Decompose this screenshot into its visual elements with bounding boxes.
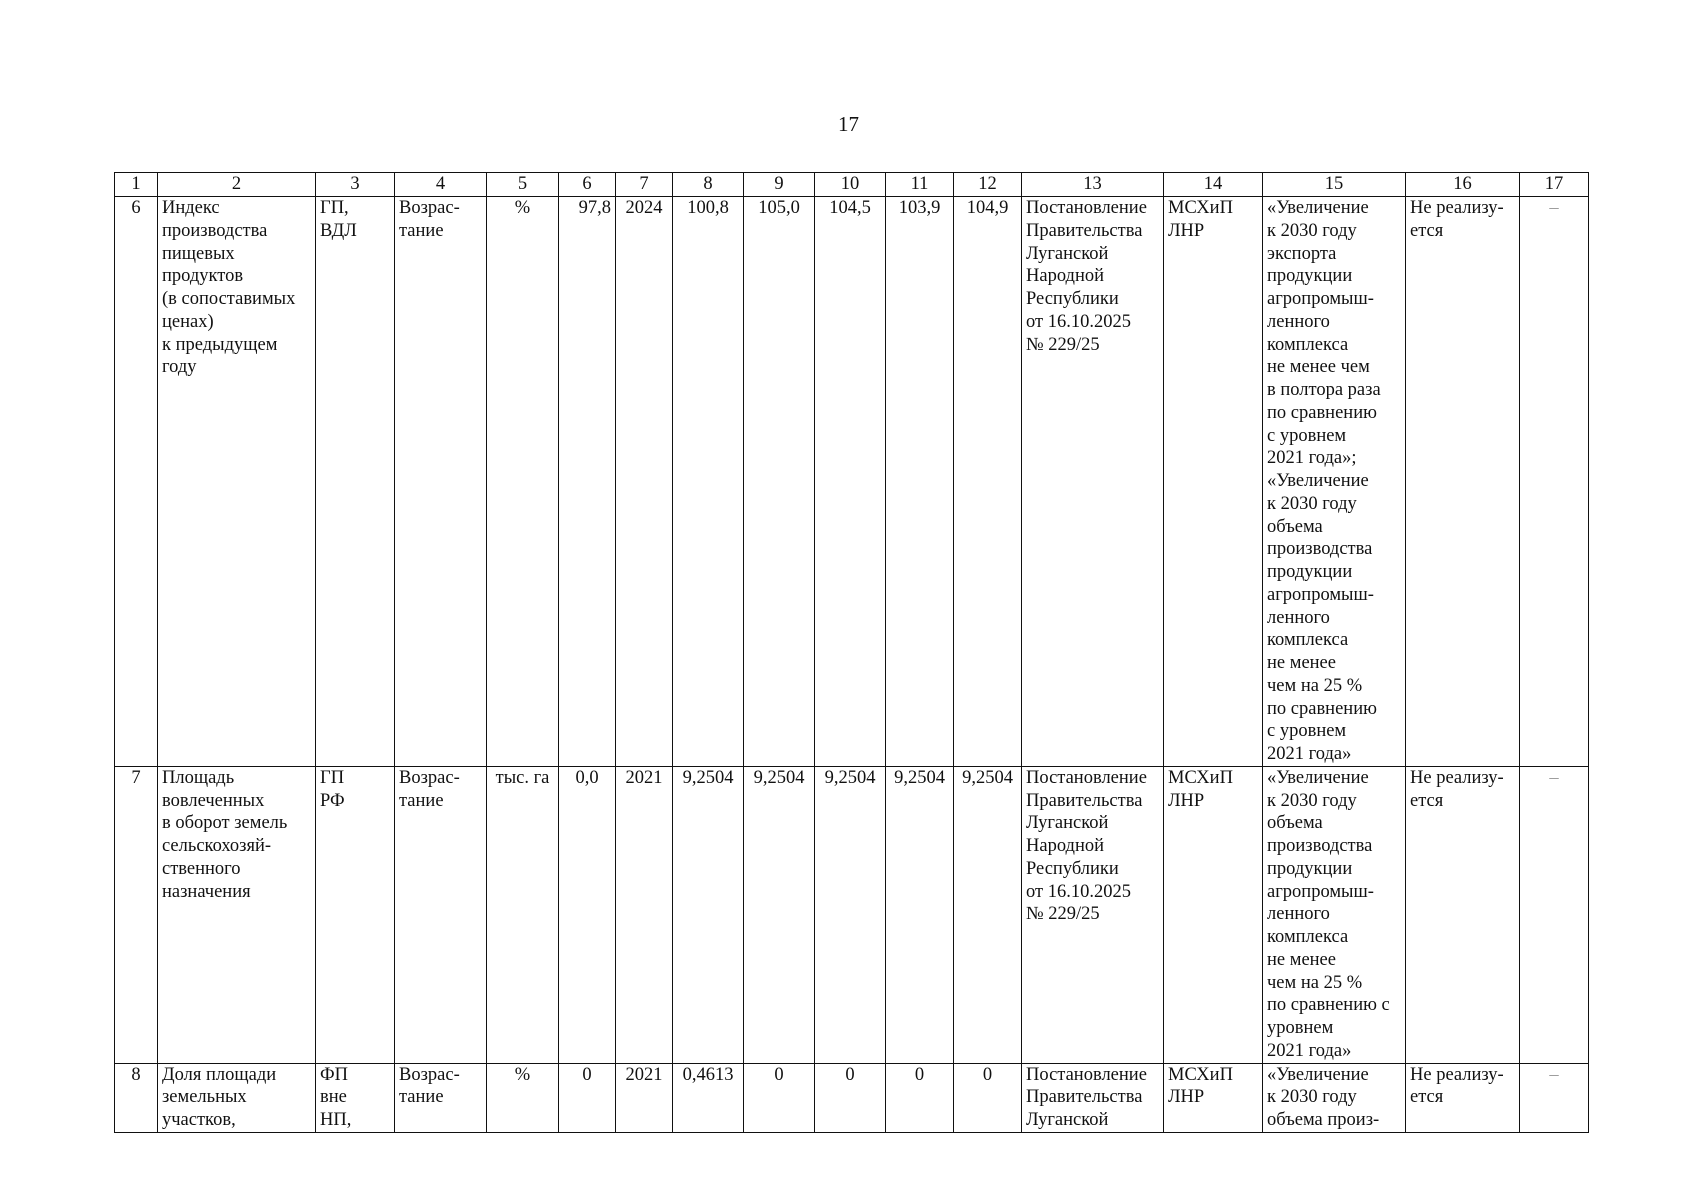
column-number: 5 [487, 173, 559, 197]
empty-dash: – [1520, 766, 1589, 1063]
empty-dash: – [1520, 197, 1589, 767]
legal-document: Постановление Правительства Луганской Народной Республики от 16.10.2025 № 229/25 [1022, 197, 1164, 767]
unit-of-measure: тыс. га [487, 766, 559, 1063]
column-number: 17 [1520, 173, 1589, 197]
value-col-9: 9,2504 [744, 766, 815, 1063]
column-number: 15 [1263, 173, 1406, 197]
base-value: 0,0 [559, 766, 616, 1063]
goal-text: «Увеличение к 2030 году объема произ- [1263, 1063, 1406, 1132]
unit-of-measure: % [487, 197, 559, 767]
row-number: 6 [115, 197, 158, 767]
value-col-12: 104,9 [954, 197, 1022, 767]
value-col-8: 0,4613 [673, 1063, 744, 1132]
responsible-body: МСХиП ЛНР [1164, 1063, 1263, 1132]
column-number: 13 [1022, 173, 1164, 197]
status-text: Не реализу- ется [1406, 197, 1520, 767]
value-col-12: 0 [954, 1063, 1022, 1132]
status-text: Не реализу- ется [1406, 766, 1520, 1063]
indicator-name: Доля площади земельных участков, [158, 1063, 316, 1132]
indicator-level: ГП РФ [316, 766, 395, 1063]
responsible-body: МСХиП ЛНР [1164, 197, 1263, 767]
page-number: 17 [838, 112, 859, 136]
table-row [115, 766, 1589, 1063]
value-col-8: 9,2504 [673, 766, 744, 1063]
value-col-11: 103,9 [886, 197, 954, 767]
indicator-trend: Возрас- тание [395, 766, 487, 1063]
indicator-level: ФП вне НП, [316, 1063, 395, 1132]
indicators-table [114, 172, 1589, 1133]
legal-document: Постановление Правительства Луганской Народной Республики от 16.10.2025 № 229/25 [1022, 766, 1164, 1063]
indicator-level: ГП, ВДЛ [316, 197, 395, 767]
table-row [115, 1063, 1589, 1132]
responsible-body: МСХиП ЛНР [1164, 766, 1263, 1063]
column-number: 11 [886, 173, 954, 197]
value-col-11: 9,2504 [886, 766, 954, 1063]
indicator-trend: Возрас- тание [395, 1063, 487, 1132]
value-col-11: 0 [886, 1063, 954, 1132]
column-number: 9 [744, 173, 815, 197]
value-col-10: 0 [815, 1063, 886, 1132]
value-col-10: 104,5 [815, 197, 886, 767]
row-number: 8 [115, 1063, 158, 1132]
column-number: 8 [673, 173, 744, 197]
column-number: 7 [616, 173, 673, 197]
indicator-trend: Возрас- тание [395, 197, 487, 767]
table-row [115, 197, 1589, 767]
goal-text: «Увеличение к 2030 году экспорта продукции агропромыш- ленного комплекса не менее чем в полтора раза по сравнению с уровнем 2021 года»; «Увеличение к 2030 году объема производства продукции агропромыш- ленного комплекса не менее чем на 25 % по сравнению с уровнем 2021 года» [1263, 197, 1406, 767]
column-number: 12 [954, 173, 1022, 197]
base-year: 2021 [616, 766, 673, 1063]
value-col-9: 0 [744, 1063, 815, 1132]
column-number: 1 [115, 173, 158, 197]
indicator-name: Индекс производства пищевых продуктов (в сопоставимых ценах) к предыдущем году [158, 197, 316, 767]
indicator-name: Площадь вовлеченных в оборот земель сельскохозяй- ственного назначения [158, 766, 316, 1063]
empty-dash: – [1520, 1063, 1589, 1132]
column-number: 10 [815, 173, 886, 197]
column-number: 3 [316, 173, 395, 197]
base-value: 97,8 [559, 197, 616, 767]
column-number: 16 [1406, 173, 1520, 197]
column-number: 4 [395, 173, 487, 197]
value-col-8: 100,8 [673, 197, 744, 767]
base-year: 2024 [616, 197, 673, 767]
column-number: 2 [158, 173, 316, 197]
status-text: Не реализу- ется [1406, 1063, 1520, 1132]
column-number: 6 [559, 173, 616, 197]
column-number-row [115, 173, 1589, 197]
value-col-12: 9,2504 [954, 766, 1022, 1063]
goal-text: «Увеличение к 2030 году объема производства продукции агропромыш- ленного комплекса не менее чем на 25 % по сравнению с уровнем 2021 года» [1263, 766, 1406, 1063]
column-number: 14 [1164, 173, 1263, 197]
base-year: 2021 [616, 1063, 673, 1132]
row-number: 7 [115, 766, 158, 1063]
base-value: 0 [559, 1063, 616, 1132]
value-col-10: 9,2504 [815, 766, 886, 1063]
legal-document: Постановление Правительства Луганской [1022, 1063, 1164, 1132]
unit-of-measure: % [487, 1063, 559, 1132]
value-col-9: 105,0 [744, 197, 815, 767]
